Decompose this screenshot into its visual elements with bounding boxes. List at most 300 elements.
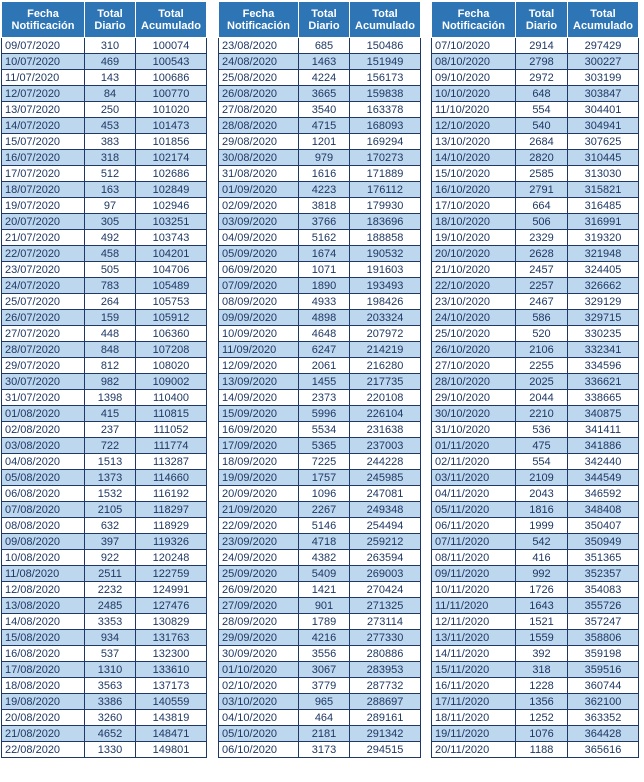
cell-fecha: 12/07/2020 xyxy=(2,86,85,102)
cell-total-acumulado: 334596 xyxy=(568,358,639,374)
cell-total-diario: 3540 xyxy=(299,102,350,118)
cell-total-acumulado: 357247 xyxy=(568,614,639,630)
cell-total-diario: 1188 xyxy=(516,742,568,758)
cell-fecha: 23/10/2020 xyxy=(432,294,516,310)
table-row xyxy=(432,214,639,230)
cell-total-diario: 458 xyxy=(85,246,136,262)
cell-fecha: 17/07/2020 xyxy=(2,166,85,182)
cell-total-acumulado: 237003 xyxy=(350,438,421,454)
table-row xyxy=(219,694,421,710)
table-row xyxy=(432,470,639,486)
cell-fecha: 25/10/2020 xyxy=(432,326,516,342)
cell-total-acumulado: 159838 xyxy=(350,86,421,102)
cell-total-acumulado: 289161 xyxy=(350,710,421,726)
table-row xyxy=(432,198,639,214)
cell-total-diario: 2044 xyxy=(516,390,568,406)
cell-fecha: 05/10/2020 xyxy=(219,726,299,742)
cell-total-acumulado: 183696 xyxy=(350,214,421,230)
cell-fecha: 12/08/2020 xyxy=(2,582,85,598)
cell-fecha: 19/10/2020 xyxy=(432,230,516,246)
cell-fecha: 16/09/2020 xyxy=(219,422,299,438)
table-row xyxy=(219,422,421,438)
cell-fecha: 11/11/2020 xyxy=(432,598,516,614)
cell-fecha: 05/08/2020 xyxy=(2,470,85,486)
cell-fecha: 18/10/2020 xyxy=(432,214,516,230)
cell-fecha: 12/11/2020 xyxy=(432,614,516,630)
cell-total-diario: 2255 xyxy=(516,358,568,374)
cell-total-diario: 537 xyxy=(85,646,136,662)
cell-total-acumulado: 171889 xyxy=(350,166,421,182)
cell-total-diario: 4224 xyxy=(299,70,350,86)
table-row xyxy=(432,182,639,198)
cell-total-acumulado: 341886 xyxy=(568,438,639,454)
cell-total-diario: 4648 xyxy=(299,326,350,342)
cell-fecha: 07/11/2020 xyxy=(432,534,516,550)
table-row xyxy=(432,102,639,118)
cell-fecha: 03/08/2020 xyxy=(2,438,85,454)
table-row xyxy=(2,358,207,374)
table-row xyxy=(432,54,639,70)
cell-total-acumulado: 351365 xyxy=(568,550,639,566)
cell-total-diario: 4216 xyxy=(299,630,350,646)
cell-total-diario: 250 xyxy=(85,102,136,118)
cell-total-acumulado: 133610 xyxy=(136,662,207,678)
cell-total-diario: 3766 xyxy=(299,214,350,230)
cell-total-diario: 3353 xyxy=(85,614,136,630)
table-row xyxy=(219,518,421,534)
table-row xyxy=(432,326,639,342)
cell-total-acumulado: 148471 xyxy=(136,726,207,742)
cell-fecha: 06/08/2020 xyxy=(2,486,85,502)
cell-fecha: 10/07/2020 xyxy=(2,54,85,70)
cell-total-diario: 1789 xyxy=(299,614,350,630)
cell-fecha: 18/07/2020 xyxy=(2,182,85,198)
cell-total-acumulado: 362100 xyxy=(568,694,639,710)
cell-total-acumulado: 101020 xyxy=(136,102,207,118)
table-row xyxy=(432,742,639,758)
cell-fecha: 13/10/2020 xyxy=(432,134,516,150)
table-row xyxy=(219,742,421,758)
cell-total-acumulado: 127476 xyxy=(136,598,207,614)
cell-fecha: 08/08/2020 xyxy=(2,518,85,534)
table-row xyxy=(432,294,639,310)
cell-total-acumulado: 193493 xyxy=(350,278,421,294)
cell-total-diario: 318 xyxy=(85,150,136,166)
table-row xyxy=(2,710,207,726)
table-row xyxy=(2,342,207,358)
table-column-3 xyxy=(431,1,639,758)
table-row xyxy=(219,310,421,326)
cell-total-acumulado: 109002 xyxy=(136,374,207,390)
cell-total-acumulado: 120248 xyxy=(136,550,207,566)
cell-total-acumulado: 150486 xyxy=(350,38,421,54)
cell-fecha: 19/08/2020 xyxy=(2,694,85,710)
cell-total-diario: 2061 xyxy=(299,358,350,374)
cell-fecha: 04/11/2020 xyxy=(432,486,516,502)
table-row xyxy=(432,678,639,694)
table-row xyxy=(219,550,421,566)
table-row xyxy=(2,198,207,214)
cell-total-diario: 1521 xyxy=(516,614,568,630)
cell-fecha: 31/08/2020 xyxy=(219,166,299,182)
cell-fecha: 30/08/2020 xyxy=(219,150,299,166)
table-row xyxy=(2,70,207,86)
cell-fecha: 14/09/2020 xyxy=(219,390,299,406)
cell-total-acumulado: 124991 xyxy=(136,582,207,598)
table-row xyxy=(2,182,207,198)
table-row xyxy=(432,342,639,358)
cell-total-acumulado: 352357 xyxy=(568,566,639,582)
table-row xyxy=(2,566,207,582)
cell-fecha: 27/07/2020 xyxy=(2,326,85,342)
cell-total-acumulado: 226104 xyxy=(350,406,421,422)
table-row xyxy=(219,278,421,294)
cell-total-acumulado: 277330 xyxy=(350,630,421,646)
cell-fecha: 04/09/2020 xyxy=(219,230,299,246)
cell-total-acumulado: 170273 xyxy=(350,150,421,166)
cell-total-acumulado: 168093 xyxy=(350,118,421,134)
cell-total-diario: 2467 xyxy=(516,294,568,310)
table-row xyxy=(2,150,207,166)
cell-fecha: 29/09/2020 xyxy=(219,630,299,646)
table-row xyxy=(2,694,207,710)
cell-fecha: 15/10/2020 xyxy=(432,166,516,182)
cell-total-diario: 520 xyxy=(516,326,568,342)
cell-total-diario: 2105 xyxy=(85,502,136,518)
cell-total-acumulado: 163378 xyxy=(350,102,421,118)
table-row xyxy=(219,502,421,518)
cell-fecha: 09/10/2020 xyxy=(432,70,516,86)
cell-fecha: 16/11/2020 xyxy=(432,678,516,694)
cell-total-acumulado: 106360 xyxy=(136,326,207,342)
table-row xyxy=(219,86,421,102)
cell-total-acumulado: 338665 xyxy=(568,390,639,406)
cell-total-diario: 492 xyxy=(85,230,136,246)
cell-fecha: 23/08/2020 xyxy=(219,38,299,54)
cell-total-diario: 1816 xyxy=(516,502,568,518)
table-row xyxy=(432,358,639,374)
table-column-2 xyxy=(218,1,421,758)
cell-fecha: 24/09/2020 xyxy=(219,550,299,566)
cell-fecha: 06/10/2020 xyxy=(219,742,299,758)
cell-fecha: 14/07/2020 xyxy=(2,118,85,134)
cell-total-acumulado: 104706 xyxy=(136,262,207,278)
cell-fecha: 16/07/2020 xyxy=(2,150,85,166)
cell-total-diario: 1252 xyxy=(516,710,568,726)
cell-total-diario: 237 xyxy=(85,422,136,438)
header-total-diario: Total Diario xyxy=(516,2,568,38)
cell-fecha: 05/11/2020 xyxy=(432,502,516,518)
cell-total-diario: 4933 xyxy=(299,294,350,310)
table-row xyxy=(432,518,639,534)
table-row xyxy=(219,38,421,54)
cell-fecha: 08/10/2020 xyxy=(432,54,516,70)
cell-total-diario: 554 xyxy=(516,454,568,470)
cell-total-acumulado: 300227 xyxy=(568,54,639,70)
cell-total-diario: 1096 xyxy=(299,486,350,502)
table-row xyxy=(219,486,421,502)
cell-fecha: 28/09/2020 xyxy=(219,614,299,630)
cell-fecha: 10/10/2020 xyxy=(432,86,516,102)
cell-fecha: 23/07/2020 xyxy=(2,262,85,278)
cell-total-diario: 3665 xyxy=(299,86,350,102)
cell-fecha: 29/07/2020 xyxy=(2,358,85,374)
header-total-acumulado: Total Acumulado xyxy=(568,2,639,38)
cell-total-diario: 1310 xyxy=(85,662,136,678)
table-row xyxy=(432,230,639,246)
cell-total-diario: 397 xyxy=(85,534,136,550)
cell-total-diario: 1757 xyxy=(299,470,350,486)
cell-total-acumulado: 140559 xyxy=(136,694,207,710)
cell-total-acumulado: 100074 xyxy=(136,38,207,54)
cell-fecha: 25/09/2020 xyxy=(219,566,299,582)
cell-total-acumulado: 346592 xyxy=(568,486,639,502)
cell-total-diario: 464 xyxy=(299,710,350,726)
cell-fecha: 13/07/2020 xyxy=(2,102,85,118)
cell-total-acumulado: 131763 xyxy=(136,630,207,646)
table-row xyxy=(219,102,421,118)
cell-fecha: 11/08/2020 xyxy=(2,566,85,582)
cell-total-diario: 648 xyxy=(516,86,568,102)
cell-total-diario: 448 xyxy=(85,326,136,342)
cell-fecha: 17/11/2020 xyxy=(432,694,516,710)
cell-total-acumulado: 303199 xyxy=(568,70,639,86)
cell-fecha: 02/10/2020 xyxy=(219,678,299,694)
cell-total-diario: 416 xyxy=(516,550,568,566)
cell-fecha: 18/08/2020 xyxy=(2,678,85,694)
cell-total-diario: 722 xyxy=(85,438,136,454)
table-row xyxy=(432,694,639,710)
cell-total-acumulado: 330235 xyxy=(568,326,639,342)
cell-fecha: 09/09/2020 xyxy=(219,310,299,326)
cell-fecha: 23/09/2020 xyxy=(219,534,299,550)
table-row xyxy=(2,662,207,678)
table-row xyxy=(2,166,207,182)
cell-fecha: 26/07/2020 xyxy=(2,310,85,326)
cell-fecha: 10/09/2020 xyxy=(219,326,299,342)
cell-total-acumulado: 188858 xyxy=(350,230,421,246)
cell-total-diario: 979 xyxy=(299,150,350,166)
cell-fecha: 21/08/2020 xyxy=(2,726,85,742)
table-row xyxy=(219,70,421,86)
cell-fecha: 22/10/2020 xyxy=(432,278,516,294)
cell-total-diario: 5146 xyxy=(299,518,350,534)
cell-fecha: 22/09/2020 xyxy=(219,518,299,534)
cell-total-acumulado: 360744 xyxy=(568,678,639,694)
table-row xyxy=(432,662,639,678)
cell-fecha: 15/07/2020 xyxy=(2,134,85,150)
cell-fecha: 18/09/2020 xyxy=(219,454,299,470)
cell-total-acumulado: 100770 xyxy=(136,86,207,102)
cell-fecha: 14/08/2020 xyxy=(2,614,85,630)
cell-fecha: 22/08/2020 xyxy=(2,742,85,758)
cell-total-acumulado: 103743 xyxy=(136,230,207,246)
table-row xyxy=(219,326,421,342)
cell-fecha: 15/09/2020 xyxy=(219,406,299,422)
cell-fecha: 11/10/2020 xyxy=(432,102,516,118)
table-row xyxy=(432,502,639,518)
table-row xyxy=(2,678,207,694)
cell-total-diario: 5409 xyxy=(299,566,350,582)
cell-fecha: 18/11/2020 xyxy=(432,710,516,726)
cell-total-diario: 3260 xyxy=(85,710,136,726)
cell-total-diario: 383 xyxy=(85,134,136,150)
cell-fecha: 26/08/2020 xyxy=(219,86,299,102)
table-row xyxy=(2,54,207,70)
cell-total-acumulado: 101473 xyxy=(136,118,207,134)
cell-fecha: 03/11/2020 xyxy=(432,470,516,486)
cell-fecha: 20/09/2020 xyxy=(219,486,299,502)
table-row xyxy=(219,662,421,678)
table-row xyxy=(219,230,421,246)
cell-total-diario: 4382 xyxy=(299,550,350,566)
cell-fecha: 07/09/2020 xyxy=(219,278,299,294)
cell-total-acumulado: 108020 xyxy=(136,358,207,374)
cell-total-acumulado: 271325 xyxy=(350,598,421,614)
cell-total-acumulado: 114660 xyxy=(136,470,207,486)
cell-total-acumulado: 319320 xyxy=(568,230,639,246)
cell-total-diario: 536 xyxy=(516,422,568,438)
cell-total-acumulado: 294515 xyxy=(350,742,421,758)
cell-fecha: 13/08/2020 xyxy=(2,598,85,614)
table-row xyxy=(219,646,421,662)
cell-fecha: 21/07/2020 xyxy=(2,230,85,246)
table-row xyxy=(219,198,421,214)
table-row xyxy=(219,134,421,150)
cell-total-diario: 901 xyxy=(299,598,350,614)
cell-total-diario: 5534 xyxy=(299,422,350,438)
cell-total-acumulado: 149801 xyxy=(136,742,207,758)
cell-fecha: 24/08/2020 xyxy=(219,54,299,70)
cell-total-diario: 3386 xyxy=(85,694,136,710)
cell-total-diario: 2043 xyxy=(516,486,568,502)
cell-total-diario: 812 xyxy=(85,358,136,374)
cell-total-diario: 540 xyxy=(516,118,568,134)
table-row xyxy=(2,422,207,438)
cell-fecha: 19/09/2020 xyxy=(219,470,299,486)
cell-fecha: 03/09/2020 xyxy=(219,214,299,230)
table-row xyxy=(219,614,421,630)
table-row xyxy=(2,582,207,598)
table-header-row xyxy=(432,2,639,38)
cell-total-diario: 2232 xyxy=(85,582,136,598)
cell-total-diario: 1999 xyxy=(516,518,568,534)
table-row xyxy=(432,38,639,54)
cell-total-acumulado: 216280 xyxy=(350,358,421,374)
cell-fecha: 24/07/2020 xyxy=(2,278,85,294)
table-row xyxy=(432,422,639,438)
header-fecha: Fecha Notificación xyxy=(219,2,299,38)
cell-total-diario: 4715 xyxy=(299,118,350,134)
table-row xyxy=(219,438,421,454)
table-row xyxy=(432,614,639,630)
table-row xyxy=(432,646,639,662)
cell-fecha: 31/10/2020 xyxy=(432,422,516,438)
cell-total-diario: 586 xyxy=(516,310,568,326)
cell-fecha: 13/11/2020 xyxy=(432,630,516,646)
cell-total-diario: 1463 xyxy=(299,54,350,70)
cell-total-diario: 1674 xyxy=(299,246,350,262)
cell-fecha: 04/08/2020 xyxy=(2,454,85,470)
table-row xyxy=(2,278,207,294)
table-row xyxy=(2,326,207,342)
cell-fecha: 15/08/2020 xyxy=(2,630,85,646)
cell-total-acumulado: 355726 xyxy=(568,598,639,614)
cell-fecha: 27/09/2020 xyxy=(219,598,299,614)
cell-total-diario: 4718 xyxy=(299,534,350,550)
cell-fecha: 17/08/2020 xyxy=(2,662,85,678)
cell-total-diario: 2373 xyxy=(299,390,350,406)
cell-total-acumulado: 110815 xyxy=(136,406,207,422)
table-row xyxy=(2,374,207,390)
table-row xyxy=(432,118,639,134)
cell-fecha: 02/08/2020 xyxy=(2,422,85,438)
cell-fecha: 17/09/2020 xyxy=(219,438,299,454)
cell-total-diario: 1373 xyxy=(85,470,136,486)
table-row xyxy=(2,310,207,326)
table-row xyxy=(219,54,421,70)
table-row xyxy=(2,486,207,502)
cell-fecha: 19/07/2020 xyxy=(2,198,85,214)
cell-total-acumulado: 207972 xyxy=(350,326,421,342)
header-total-diario: Total Diario xyxy=(85,2,136,38)
cell-total-diario: 2914 xyxy=(516,38,568,54)
cell-total-diario: 2257 xyxy=(516,278,568,294)
cell-total-acumulado: 336621 xyxy=(568,374,639,390)
cell-total-acumulado: 315821 xyxy=(568,182,639,198)
cell-fecha: 16/10/2020 xyxy=(432,182,516,198)
cell-total-acumulado: 283953 xyxy=(350,662,421,678)
cell-total-diario: 5996 xyxy=(299,406,350,422)
table-row xyxy=(432,278,639,294)
cell-total-diario: 3173 xyxy=(299,742,350,758)
cell-total-diario: 2025 xyxy=(516,374,568,390)
cell-total-acumulado: 365616 xyxy=(568,742,639,758)
notification-tables xyxy=(1,1,643,781)
table-row xyxy=(432,86,639,102)
table-row xyxy=(2,118,207,134)
cell-fecha: 01/09/2020 xyxy=(219,182,299,198)
table-row xyxy=(432,550,639,566)
table-row xyxy=(219,150,421,166)
cell-fecha: 04/10/2020 xyxy=(219,710,299,726)
table-row xyxy=(432,166,639,182)
cell-total-diario: 2684 xyxy=(516,134,568,150)
cell-fecha: 31/07/2020 xyxy=(2,390,85,406)
cell-total-acumulado: 190532 xyxy=(350,246,421,262)
table-row xyxy=(219,710,421,726)
table-row xyxy=(432,598,639,614)
cell-total-acumulado: 132300 xyxy=(136,646,207,662)
cell-fecha: 29/10/2020 xyxy=(432,390,516,406)
cell-total-acumulado: 316991 xyxy=(568,214,639,230)
cell-fecha: 05/09/2020 xyxy=(219,246,299,262)
cell-fecha: 10/11/2020 xyxy=(432,582,516,598)
table-row xyxy=(219,374,421,390)
table-row xyxy=(2,502,207,518)
cell-total-diario: 1421 xyxy=(299,582,350,598)
cell-total-diario: 1513 xyxy=(85,454,136,470)
cell-total-acumulado: 118929 xyxy=(136,518,207,534)
cell-fecha: 26/09/2020 xyxy=(219,582,299,598)
cell-total-diario: 415 xyxy=(85,406,136,422)
table-row xyxy=(2,614,207,630)
cell-total-acumulado: 100686 xyxy=(136,70,207,86)
cell-total-acumulado: 321948 xyxy=(568,246,639,262)
cell-total-acumulado: 254494 xyxy=(350,518,421,534)
table-row xyxy=(219,454,421,470)
cell-total-acumulado: 316485 xyxy=(568,198,639,214)
